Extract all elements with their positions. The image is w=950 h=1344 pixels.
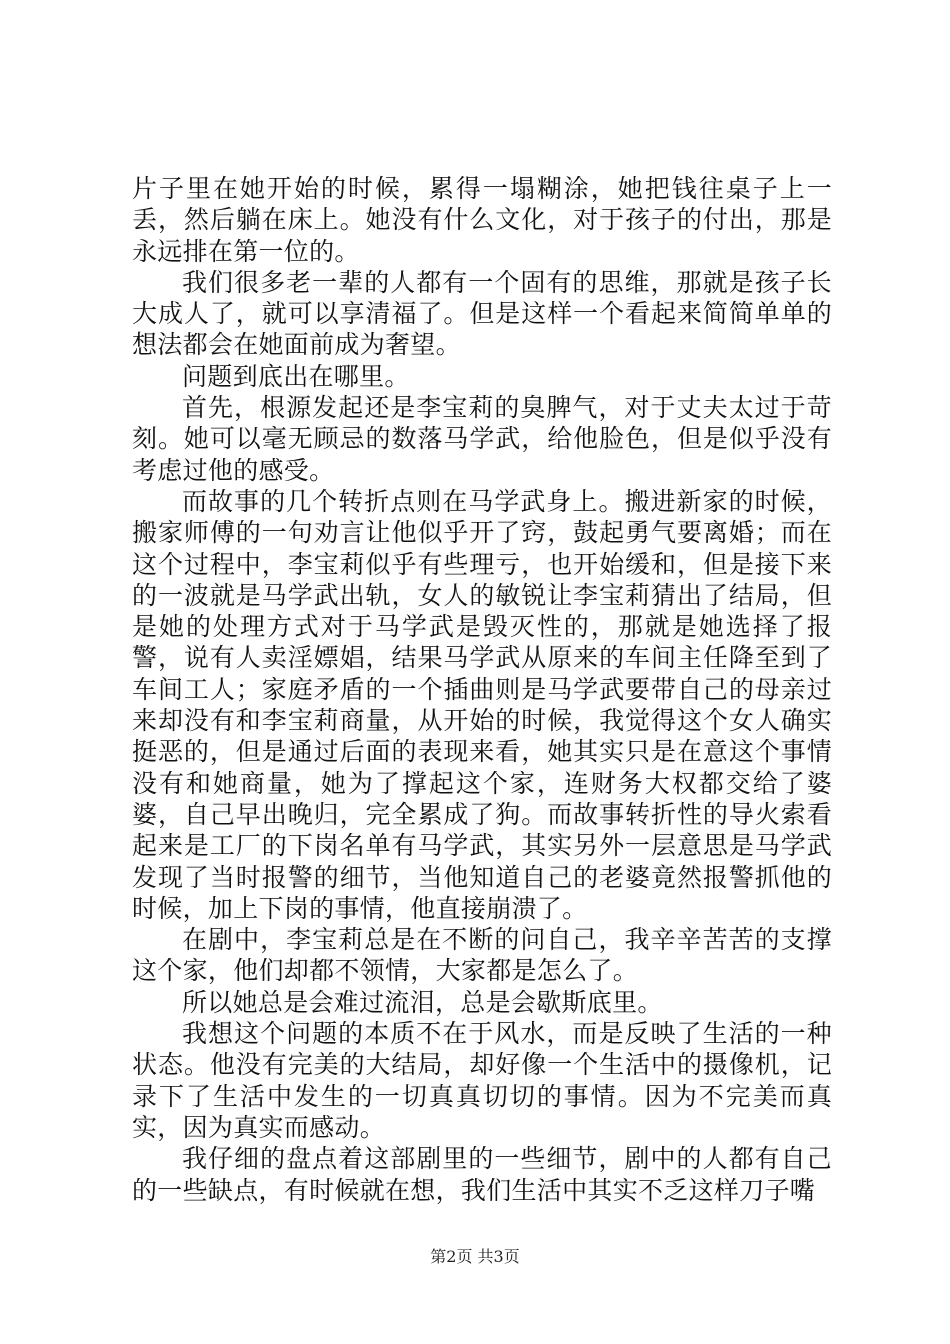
document-body	[132, 173, 832, 1206]
paragraph-1: 片子里在她开始的时候，累得一塌糊涂，她把钱往桌子上一丢，然后躺在床上。她没有什么文化，对于孩子的付出，那是永远排在第一位的。	[132, 174, 832, 266]
paragraph-4: 首先，根源发起还是李宝莉的臭脾气，对于丈夫太过于苛刻。她可以毫无顾忌的数落马学武，给他脸色，但是似乎没有考虑过他的感受。	[132, 393, 832, 485]
paragraph-3: 问题到底出在哪里。	[182, 361, 410, 391]
paragraph-6: 在剧中，李宝莉总是在不断的问自己，我辛辛苦苦的支撑这个家，他们却都不领情，大家都是怎么了。	[132, 925, 832, 986]
paragraph-8: 我想这个问题的本质不在于风水，而是反映了生活的一种状态。他没有完美的大结局，却好像一个生活中的摄像机，记录下了生活中发生的一切真真切切的事情。因为不完美而真实，因为真实而感动。	[132, 1019, 832, 1142]
paragraph-5: 而故事的几个转折点则在马学武身上。搬进新家的时候，搬家师傅的一句劝言让他似乎开了窍，鼓起勇气要离婚；而在这个过程中，李宝莉似乎有些理亏，也开始缓和，但是接下来的一波就是马学武出轨，女人的敏锐让李宝莉猜出了结局，但是她的处理方式对于马学武是毁灭性的，那就是她选择了报警，说有人卖淫嫖娼，结果马学武从原来的车间主任降至到了车间工人；家庭矛盾的一个插曲则是马学武要带自己的母亲过来却没有和李宝莉商量，从开始的时候，我觉得这个女人确实挺恶的，但是通过后面的表现来看，她其实只是在意这个事情没有和她商量，她为了撑起这个家，连财务大权都交给了婆婆，自己早出晚归，完全累成了狗。而故事转折性的导火索看起来是工厂的下岗名单有马学武，其实另外一层意思是马学武发现了当时报警的细节，当他知道自己的老婆竟然报警抓他的时候，加上下岗的事情，他直接崩溃了。	[132, 486, 832, 923]
page-number-footer: 第2页 共3页	[430, 1247, 520, 1266]
paragraph-2: 我们很多老一辈的人都有一个固有的思维，那就是孩子长大成人了，就可以享清福了。但是这样一个看起来简简单单的想法都会在她面前成为奢望。	[132, 267, 832, 360]
paragraph-9: 我仔细的盘点着这部剧里的一些细节，剧中的人都有自己的一些缺点，有时候就在想，我们生活中其实不乏这样刀子嘴	[132, 1144, 832, 1205]
paragraph-7: 所以她总是会难过流泪，总是会歇斯底里。	[182, 987, 663, 1017]
